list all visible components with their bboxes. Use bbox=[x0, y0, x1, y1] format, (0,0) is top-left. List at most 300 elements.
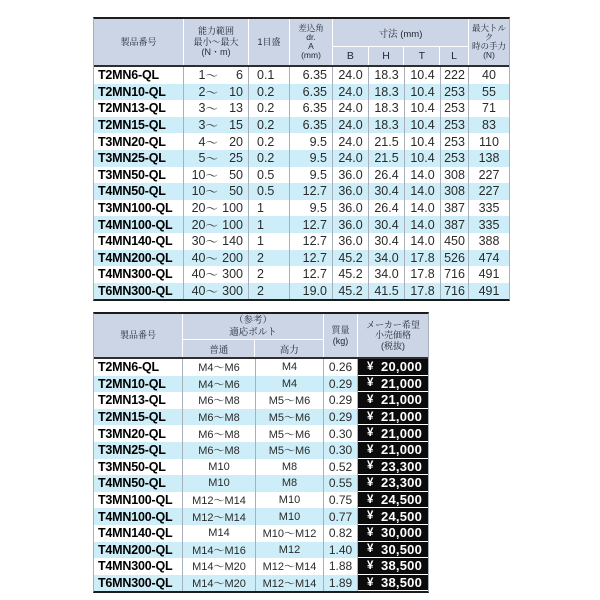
cell-mass: 1.88 bbox=[324, 558, 358, 575]
cell-H: 30.4 bbox=[369, 233, 405, 250]
cell-drive: 19.0 bbox=[290, 283, 333, 300]
cell-price bbox=[358, 425, 428, 442]
cell-B: 24.0 bbox=[333, 150, 369, 167]
table-row bbox=[94, 250, 509, 267]
table1-body bbox=[94, 67, 509, 299]
cell-B: 24.0 bbox=[333, 100, 369, 117]
table-row bbox=[94, 409, 428, 426]
cell-mass: 0.29 bbox=[324, 376, 358, 393]
cell-T: 14.0 bbox=[405, 167, 441, 184]
cell-normal: M12～M14 bbox=[183, 492, 256, 509]
range-min: 30 bbox=[191, 234, 206, 249]
col-header-graduation bbox=[249, 19, 290, 65]
table-row bbox=[94, 442, 428, 459]
cell-B: 45.2 bbox=[333, 283, 369, 300]
capacity-line2: 最小～最大 bbox=[193, 36, 239, 47]
cell-product: T4MN300-QL bbox=[94, 558, 183, 575]
range-max: 50 bbox=[229, 184, 243, 199]
cell-force: 227 bbox=[478, 184, 500, 199]
cell-range bbox=[184, 233, 249, 250]
cell-drive: 12.7 bbox=[290, 250, 333, 267]
bolt-line2: 適応ボルト bbox=[229, 326, 277, 338]
cell-price bbox=[358, 575, 428, 592]
cell-force: 83 bbox=[482, 118, 496, 133]
cell-H: 18.3 bbox=[369, 117, 405, 134]
table-row bbox=[94, 150, 509, 167]
range-max: 140 bbox=[222, 234, 243, 249]
force-line1: 最大トルク bbox=[471, 23, 506, 43]
cell-T: 10.4 bbox=[405, 100, 441, 117]
cell-grad: 1 bbox=[249, 233, 290, 250]
cell-price bbox=[358, 558, 428, 575]
cell-high: M4 bbox=[256, 359, 324, 376]
table-row bbox=[94, 425, 428, 442]
cell-B: 36.0 bbox=[333, 233, 369, 250]
cell-product: T3MN25-QL bbox=[94, 150, 184, 167]
cell-B: 36.0 bbox=[333, 183, 369, 200]
cell-normal: M14～M16 bbox=[183, 542, 256, 559]
price-amount: 21,000 bbox=[381, 392, 422, 408]
cell-B: 36.0 bbox=[333, 216, 369, 233]
cell-normal: M6～M8 bbox=[183, 409, 256, 426]
range-tilde: ～ bbox=[205, 218, 218, 233]
cell-high: M5～M6 bbox=[256, 425, 324, 442]
yen-symbol: ¥ bbox=[367, 510, 374, 523]
cell-normal: M4～M6 bbox=[183, 359, 256, 376]
cell-high: M12 bbox=[256, 542, 324, 559]
cell-range bbox=[184, 183, 249, 200]
cell-H: 21.5 bbox=[369, 150, 405, 167]
cell-product: T3MN50-QL bbox=[94, 459, 183, 476]
cell-high: M12～M14 bbox=[256, 575, 324, 592]
table-row bbox=[94, 475, 428, 492]
range-max: 13 bbox=[229, 101, 243, 116]
cell-range bbox=[184, 167, 249, 184]
cell-L: 387 bbox=[441, 216, 469, 233]
cell-normal: M6～M8 bbox=[183, 425, 256, 442]
range-tilde: ～ bbox=[205, 85, 218, 100]
range-tilde: ～ bbox=[205, 268, 218, 283]
spec-table-main bbox=[93, 17, 510, 301]
cell-T: 17.8 bbox=[405, 283, 441, 300]
cell-H: 21.5 bbox=[369, 133, 405, 150]
capacity-line3: (N・m) bbox=[201, 47, 231, 58]
col-header-bolt-group bbox=[183, 314, 324, 357]
range-tilde: ～ bbox=[205, 152, 218, 167]
cell-drive: 12.7 bbox=[290, 183, 333, 200]
bolt-group-label bbox=[183, 314, 323, 339]
cell-product: T3MN20-QL bbox=[94, 133, 184, 150]
col-header-dim-t: T bbox=[404, 47, 440, 65]
table-row bbox=[94, 183, 509, 200]
cell-high: M10～M12 bbox=[256, 525, 324, 542]
cell-T: 10.4 bbox=[405, 150, 441, 167]
cell-grad: 0.2 bbox=[249, 100, 290, 117]
cell-H: 34.0 bbox=[369, 266, 405, 283]
cell-H: 41.5 bbox=[369, 283, 405, 300]
range-max: 15 bbox=[229, 118, 243, 133]
cell-high: M5～M6 bbox=[256, 442, 324, 459]
cell-product: T4MN300-QL bbox=[94, 266, 184, 283]
cell-product: T2MN6-QL bbox=[94, 359, 183, 376]
col-header-drive bbox=[290, 19, 333, 65]
cell-high: M8 bbox=[256, 475, 324, 492]
cell-T: 14.0 bbox=[405, 200, 441, 217]
cell-price bbox=[358, 376, 428, 393]
bolt-line1: （参考） bbox=[233, 315, 272, 327]
cell-product: T2MN13-QL bbox=[94, 100, 184, 117]
range-tilde: ～ bbox=[205, 251, 218, 266]
range-max: 25 bbox=[229, 151, 243, 166]
cell-force: 388 bbox=[478, 234, 500, 249]
cell-L: 526 bbox=[441, 250, 469, 267]
cell-grad: 0.2 bbox=[249, 133, 290, 150]
cell-mass: 0.52 bbox=[324, 459, 358, 476]
range-min: 4 bbox=[198, 134, 206, 149]
cell-normal: M6～M8 bbox=[183, 442, 256, 459]
cell-high: M10 bbox=[256, 492, 324, 509]
cell-H: 18.3 bbox=[369, 67, 405, 84]
price-amount: 23,300 bbox=[381, 458, 422, 474]
yen-symbol: ¥ bbox=[367, 460, 374, 473]
cell-normal: M12～M14 bbox=[183, 508, 256, 525]
cell-H: 18.3 bbox=[369, 100, 405, 117]
drive-line3: A bbox=[308, 41, 314, 51]
price-amount: 38,500 bbox=[381, 558, 422, 574]
range-max: 20 bbox=[229, 134, 243, 149]
cell-H: 26.4 bbox=[369, 167, 405, 184]
cell-T: 10.4 bbox=[405, 117, 441, 134]
col-header-dim-l: L bbox=[451, 50, 458, 62]
cell-price bbox=[358, 392, 428, 409]
cell-grad: 0.5 bbox=[249, 167, 290, 184]
cell-L: 308 bbox=[441, 183, 469, 200]
table-row bbox=[94, 117, 509, 134]
range-min: 3 bbox=[198, 101, 206, 116]
cell-product: T4MN50-QL bbox=[94, 475, 183, 492]
yen-symbol: ¥ bbox=[367, 493, 374, 506]
cell-force: 71 bbox=[482, 101, 496, 116]
cell-drive: 6.35 bbox=[290, 100, 333, 117]
cell-price bbox=[358, 359, 428, 376]
table-row bbox=[94, 359, 428, 376]
table-row bbox=[94, 167, 509, 184]
cell-grad: 0.2 bbox=[249, 117, 290, 134]
cell-product: T6MN300-QL bbox=[94, 283, 184, 300]
table-row bbox=[94, 233, 509, 250]
range-max: 6 bbox=[236, 68, 243, 83]
cell-grad: 1 bbox=[249, 200, 290, 217]
cell-price bbox=[358, 442, 428, 459]
table-row bbox=[94, 525, 428, 542]
cell-high: M10 bbox=[256, 508, 324, 525]
range-max: 200 bbox=[222, 250, 243, 265]
col-header-product2 bbox=[94, 314, 183, 357]
cell-H: 18.3 bbox=[369, 84, 405, 101]
range-min: 40 bbox=[191, 267, 206, 282]
range-tilde: ～ bbox=[205, 235, 218, 250]
range-min: 10 bbox=[191, 167, 206, 182]
cell-normal: M6～M8 bbox=[183, 392, 256, 409]
cell-B: 24.0 bbox=[333, 67, 369, 84]
cell-product: T2MN10-QL bbox=[94, 376, 183, 393]
cell-mass: 1.40 bbox=[324, 542, 358, 559]
table-row bbox=[94, 558, 428, 575]
cell-B: 45.2 bbox=[333, 250, 369, 267]
cell-force: 474 bbox=[478, 250, 500, 265]
force-line3: (N) bbox=[483, 49, 495, 60]
range-max: 100 bbox=[222, 201, 243, 216]
cell-range bbox=[184, 67, 249, 84]
cell-grad: 0.1 bbox=[249, 67, 290, 84]
table-row bbox=[94, 133, 509, 150]
yen-symbol: ¥ bbox=[367, 393, 374, 406]
cell-range bbox=[184, 283, 249, 300]
table-row bbox=[94, 283, 509, 300]
col-header-dim-h: H bbox=[369, 47, 405, 65]
cell-mass: 0.75 bbox=[324, 492, 358, 509]
range-min: 3 bbox=[198, 118, 206, 133]
yen-symbol: ¥ bbox=[367, 410, 374, 423]
yen-symbol: ¥ bbox=[367, 443, 374, 456]
cell-range bbox=[184, 84, 249, 101]
cell-L: 253 bbox=[441, 100, 469, 117]
cell-force: 110 bbox=[479, 134, 499, 149]
drive-line2: dr. bbox=[306, 32, 316, 43]
mass-line2: (kg) bbox=[332, 335, 349, 346]
cell-grad: 2 bbox=[249, 283, 290, 300]
cell-normal: M4～M6 bbox=[183, 376, 256, 393]
range-min: 20 bbox=[191, 217, 206, 232]
cell-T: 14.0 bbox=[405, 233, 441, 250]
col-header-dimensions-group bbox=[333, 19, 469, 65]
col-header-bolt-high: 高力 bbox=[279, 344, 299, 356]
bolt-subheader-row bbox=[183, 339, 323, 357]
cell-T: 10.4 bbox=[405, 133, 441, 150]
cell-L: 308 bbox=[441, 167, 469, 184]
cell-B: 24.0 bbox=[333, 133, 369, 150]
table-row bbox=[94, 100, 509, 117]
cell-force: 491 bbox=[478, 284, 500, 299]
cell-H: 34.0 bbox=[369, 250, 405, 267]
yen-symbol: ¥ bbox=[367, 377, 374, 390]
capacity-line1: 能力範囲 bbox=[197, 26, 234, 37]
cell-T: 10.4 bbox=[405, 67, 441, 84]
cell-product: T2MN10-QL bbox=[94, 84, 184, 101]
range-max: 50 bbox=[229, 167, 243, 182]
cell-price bbox=[358, 475, 428, 492]
table2-header-row bbox=[94, 314, 428, 359]
price-amount: 21,000 bbox=[381, 375, 422, 391]
cell-B: 24.0 bbox=[333, 117, 369, 134]
range-tilde: ～ bbox=[205, 168, 218, 183]
table-row bbox=[94, 542, 428, 559]
cell-force: 55 bbox=[482, 84, 496, 99]
cell-price bbox=[358, 508, 428, 525]
cell-grad: 0.2 bbox=[249, 150, 290, 167]
cell-product: T3MN20-QL bbox=[94, 425, 183, 442]
force-line2: 時の手力 bbox=[471, 41, 506, 51]
cell-drive: 9.5 bbox=[290, 200, 333, 217]
cell-product: T3MN50-QL bbox=[94, 167, 184, 184]
cell-drive: 12.7 bbox=[290, 216, 333, 233]
cell-force: 335 bbox=[478, 201, 500, 216]
dimensions-group-label: 寸法 (mm) bbox=[378, 28, 423, 40]
cell-range bbox=[184, 133, 249, 150]
cell-mass: 0.29 bbox=[324, 409, 358, 426]
cell-product: T3MN100-QL bbox=[94, 200, 184, 217]
cell-H: 26.4 bbox=[369, 200, 405, 217]
cell-L: 450 bbox=[441, 233, 469, 250]
price-amount: 20,000 bbox=[381, 359, 422, 375]
cell-price bbox=[358, 459, 428, 476]
table-row bbox=[94, 392, 428, 409]
drive-line1: 差込角 bbox=[298, 23, 324, 34]
cell-grad: 0.2 bbox=[249, 84, 290, 101]
price-amount: 21,000 bbox=[381, 425, 422, 441]
drive-line4: (mm) bbox=[301, 49, 321, 60]
cell-drive: 6.35 bbox=[290, 84, 333, 101]
cell-range bbox=[184, 200, 249, 217]
cell-drive: 9.5 bbox=[290, 133, 333, 150]
cell-product: T4MN140-QL bbox=[94, 233, 184, 250]
cell-B: 36.0 bbox=[333, 167, 369, 184]
cell-product: T2MN6-QL bbox=[94, 67, 184, 84]
cell-B: 45.2 bbox=[333, 266, 369, 283]
cell-product: T6MN300-QL bbox=[94, 575, 183, 592]
cell-force: 491 bbox=[478, 267, 500, 282]
graduation-label: 1目盛 bbox=[257, 36, 281, 47]
yen-symbol: ¥ bbox=[367, 476, 374, 489]
col-header-capacity bbox=[184, 19, 249, 65]
range-tilde: ～ bbox=[205, 135, 218, 150]
yen-symbol: ¥ bbox=[367, 526, 374, 539]
cell-product: T2MN13-QL bbox=[94, 392, 183, 409]
cell-force: 227 bbox=[478, 167, 500, 182]
cell-T: 14.0 bbox=[405, 183, 441, 200]
cell-mass: 0.30 bbox=[324, 425, 358, 442]
table-row bbox=[94, 508, 428, 525]
cell-drive: 9.5 bbox=[290, 167, 333, 184]
cell-normal: M14～M20 bbox=[183, 558, 256, 575]
cell-normal: M14～M20 bbox=[183, 575, 256, 592]
cell-L: 253 bbox=[441, 117, 469, 134]
cell-grad: 2 bbox=[249, 250, 290, 267]
cell-product: T4MN200-QL bbox=[94, 250, 184, 267]
cell-force: 335 bbox=[478, 217, 500, 232]
range-min: 10 bbox=[191, 184, 206, 199]
range-max: 10 bbox=[229, 84, 243, 99]
cell-L: 253 bbox=[441, 133, 469, 150]
cell-high: M4 bbox=[256, 376, 324, 393]
table-row bbox=[94, 216, 509, 233]
yen-symbol: ¥ bbox=[367, 543, 374, 556]
cell-product: T4MN200-QL bbox=[94, 542, 183, 559]
col-header-product bbox=[94, 19, 184, 65]
cell-product: T4MN50-QL bbox=[94, 183, 184, 200]
cell-drive: 9.5 bbox=[290, 150, 333, 167]
cell-high: M5～M6 bbox=[256, 392, 324, 409]
cell-range bbox=[184, 100, 249, 117]
cell-T: 14.0 bbox=[405, 216, 441, 233]
cell-price bbox=[358, 542, 428, 559]
range-max: 300 bbox=[222, 267, 243, 282]
cell-range bbox=[184, 117, 249, 134]
col-header-bolt-normal: 普通 bbox=[183, 340, 255, 357]
table-row bbox=[94, 376, 428, 393]
range-tilde: ～ bbox=[205, 202, 218, 217]
mass-line1: 質量 bbox=[331, 324, 350, 335]
spec-table-price bbox=[93, 312, 429, 593]
col-header-product-label: 製品番号 bbox=[120, 36, 157, 47]
cell-normal: M14 bbox=[183, 525, 256, 542]
range-max: 300 bbox=[222, 284, 243, 299]
cell-mass: 0.29 bbox=[324, 392, 358, 409]
range-max: 100 bbox=[222, 217, 243, 232]
price-amount: 30,500 bbox=[381, 541, 422, 557]
table-row bbox=[94, 200, 509, 217]
cell-price bbox=[358, 409, 428, 426]
price-line3: (税抜) bbox=[381, 340, 405, 351]
price-line2: 小売価格 bbox=[374, 330, 411, 341]
price-amount: 30,000 bbox=[381, 525, 422, 541]
cell-T: 17.8 bbox=[405, 250, 441, 267]
dimensions-subheader-row bbox=[333, 46, 468, 65]
cell-product: T4MN100-QL bbox=[94, 216, 184, 233]
cell-drive: 6.35 bbox=[290, 117, 333, 134]
cell-product: T3MN25-QL bbox=[94, 442, 183, 459]
range-min: 40 bbox=[191, 284, 206, 299]
cell-B: 36.0 bbox=[333, 200, 369, 217]
cell-product: T4MN140-QL bbox=[94, 525, 183, 542]
table-row bbox=[94, 459, 428, 476]
cell-grad: 0.5 bbox=[249, 183, 290, 200]
table1-header-row bbox=[94, 19, 509, 67]
cell-product: T3MN100-QL bbox=[94, 492, 183, 509]
cell-high: M5～M6 bbox=[256, 409, 324, 426]
table-row bbox=[94, 84, 509, 101]
range-min: 2 bbox=[198, 84, 206, 99]
table-row bbox=[94, 492, 428, 509]
cell-mass: 0.55 bbox=[324, 475, 358, 492]
price-line1: メーカー希望 bbox=[366, 319, 420, 330]
cell-force: 138 bbox=[478, 151, 500, 166]
cell-range bbox=[184, 250, 249, 267]
range-min: 40 bbox=[191, 250, 206, 265]
price-amount: 24,500 bbox=[381, 492, 422, 508]
col-header-mass bbox=[324, 314, 358, 357]
table-row bbox=[94, 266, 509, 283]
cell-high: M12～M14 bbox=[256, 558, 324, 575]
cell-range bbox=[184, 150, 249, 167]
yen-symbol: ¥ bbox=[367, 427, 374, 440]
table-row bbox=[94, 575, 428, 592]
cell-H: 30.4 bbox=[369, 216, 405, 233]
cell-T: 10.4 bbox=[405, 84, 441, 101]
col-header-price bbox=[358, 314, 428, 357]
cell-drive: 12.7 bbox=[290, 233, 333, 250]
yen-symbol: ¥ bbox=[367, 576, 374, 589]
price-amount: 24,500 bbox=[381, 508, 422, 524]
cell-drive: 12.7 bbox=[290, 266, 333, 283]
cell-T: 17.8 bbox=[405, 266, 441, 283]
cell-normal: M10 bbox=[183, 459, 256, 476]
cell-product: T4MN100-QL bbox=[94, 508, 183, 525]
yen-symbol: ¥ bbox=[367, 360, 374, 373]
col-header-max-force bbox=[469, 19, 509, 65]
cell-L: 716 bbox=[441, 283, 469, 300]
range-tilde: ～ bbox=[205, 102, 218, 117]
